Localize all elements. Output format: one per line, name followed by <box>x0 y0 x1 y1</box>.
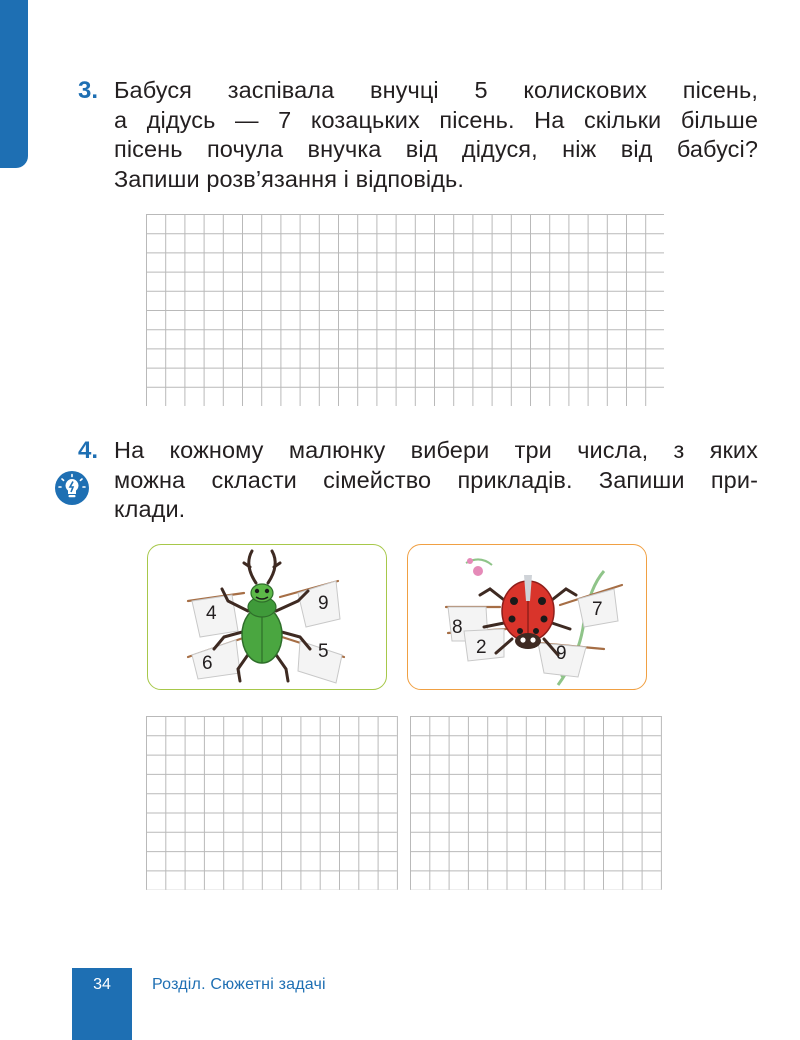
task-4-line: На кожному малюнку вибери три числа, з яких <box>114 437 758 463</box>
ladybug-number: 8 <box>452 617 463 638</box>
task-3-line: Бабуся заспівала внучці 5 колискових пісень, <box>114 77 758 103</box>
ladybug-number: 9 <box>556 643 567 664</box>
answer-grid-task-4-left[interactable] <box>146 716 398 890</box>
ladybug-number: 7 <box>592 599 603 620</box>
task-3-line: а дідусь — 7 козацьких пісень. На скільки більше <box>114 106 758 133</box>
task-4-line: клади. <box>114 496 186 522</box>
section-title: Розділ. Сюжетні задачі <box>152 976 326 993</box>
task-3-line: пісень почула внучка від дідуся, ніж від бабусі? <box>114 136 758 162</box>
task-3-line: Запиши розв’язання і відповідь. <box>114 165 465 192</box>
answer-grid-task-3[interactable] <box>146 214 664 406</box>
beetle-picture <box>147 544 387 690</box>
ladybug-picture <box>407 544 647 690</box>
task-3 <box>78 76 758 194</box>
task-3-text <box>114 76 758 194</box>
answer-grid-task-4-right[interactable] <box>410 716 662 890</box>
task-3-number: 3. <box>78 77 99 104</box>
beetle-number: 4 <box>206 603 217 624</box>
ladybug-illustration <box>408 545 647 690</box>
page-number-tab <box>72 968 132 1040</box>
task-4-line: можна скласти сімейство прикладів. Запиши при- <box>114 466 758 493</box>
task-4-text <box>114 436 758 525</box>
beetle-number: 5 <box>318 641 329 662</box>
page-number: 34 <box>93 976 111 993</box>
beetle-number: 9 <box>318 593 329 614</box>
ladybug-number: 2 <box>476 637 487 658</box>
beetle-number: 6 <box>202 653 213 674</box>
beetle-illustration <box>148 545 387 690</box>
side-tab <box>0 0 28 168</box>
task-4-number: 4. <box>78 437 99 464</box>
task-4 <box>78 436 758 525</box>
